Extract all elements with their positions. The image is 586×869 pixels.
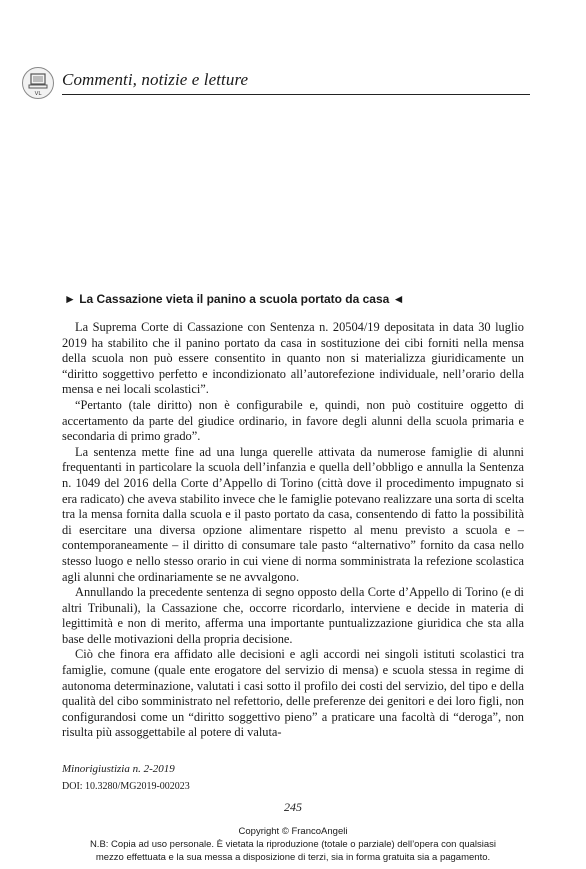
paragraph: Ciò che finora era affidato alle decisioni e agli accordi nei singoli istituti scolastici tra famiglie, comune (quale ente erogatore del servizio di mensa) e scuola stessa in regime di autonoma determinazione, valutati i casi sotto il profilo dei costi del servizio, del tipo e della qualità del cibo somministrato nel refettorio, delle preferenze dei genitori e dei loro figli, non configurandosi come un “diritto soggettivo pieno” a praticare una facoltà di “deroga”, non risulta più assoggettabile al potere di valuta- [62, 647, 524, 740]
article-body [62, 320, 524, 741]
logo-text: VL [34, 91, 42, 97]
paragraph: Annullando la precedente sentenza di segno opposto della Corte d’Appello di Torino (e di altri Tribunali), la Cassazione che, occorre ricordarlo, interviene e decide in materia di legittimità e non di merito, afferma una importante puntualizzazione giuridica che sta alla base delle motivazioni della propria decisione. [62, 585, 524, 646]
copyright-line: Copyright © FrancoAngeli [238, 826, 348, 837]
page-number: 245 [284, 800, 302, 814]
doi: DOI: 10.3280/MG2019-002023 [62, 781, 190, 792]
header-divider [62, 94, 530, 95]
copyright-notice [0, 825, 586, 864]
page-header [22, 67, 530, 103]
journal-citation: Minorigiustizia n. 2-2019 [62, 763, 175, 775]
copyright-line: N.B: Copia ad uso personale. È vietata la riproduzione (totale o parziale) dell’opera con qualsiasi [89, 839, 497, 850]
paragraph: La Suprema Corte di Cassazione con Sentenza n. 20504/19 depositata in data 30 luglio 2019 ha stabilito che il panino portato da casa in sostituzione dei cibi forniti nella mensa della scuola non può essere consentito in quanto non si materializza giuridicamente un “diritto soggettivo perfetto e incondizionato all’autorefezione individuale, nell’orario della mensa e nei locali scolastici”. [62, 320, 524, 397]
copyright-line: mezzo effettuata e la sua messa a disposizione di terzi, sia in forma gratuita sia a pagamento. [95, 852, 491, 863]
paragraph: La sentenza mette fine ad una lunga querelle attivata da numerose famiglie di alunni frequentanti in particolare la scuola dell’infanzia e quella dell’obbligo e annulla la Sentenza n. 1049 del 2016 della Corte d’Appello di Torino (città dove il procedimento impugnato si era radicato) che aveva stabilito invece che le famiglie potevano realizzare una sorta di scelta tra la mensa fornita dalla scuola e il pasto portato da casa, consentendo di fatto la possibilità di esercitare una diversa opzione alimentare rispetto al menu previsto a scuola e – contemporaneamente – il diritto di consumare tale pasto “alternativo” fornito da casa nello stesso luogo e nello stesso orario in cui viene di norma somministrata la refezione scolastica agli alunni che ordinariamente se ne avvalgono. [62, 444, 524, 584]
article-title: ► La Cassazione vieta il panino a scuola portato da casa ◄ [64, 292, 405, 306]
journal-logo-icon [22, 67, 54, 99]
paragraph: “Pertanto (tale diritto) non è configurabile e, quindi, non può costituire oggetto di accertamento da parte del giudice ordinario, in favore degli alunni della scuola primaria e secondaria di primo grado”. [62, 397, 524, 444]
section-title: Commenti, notizie e letture [62, 70, 249, 89]
